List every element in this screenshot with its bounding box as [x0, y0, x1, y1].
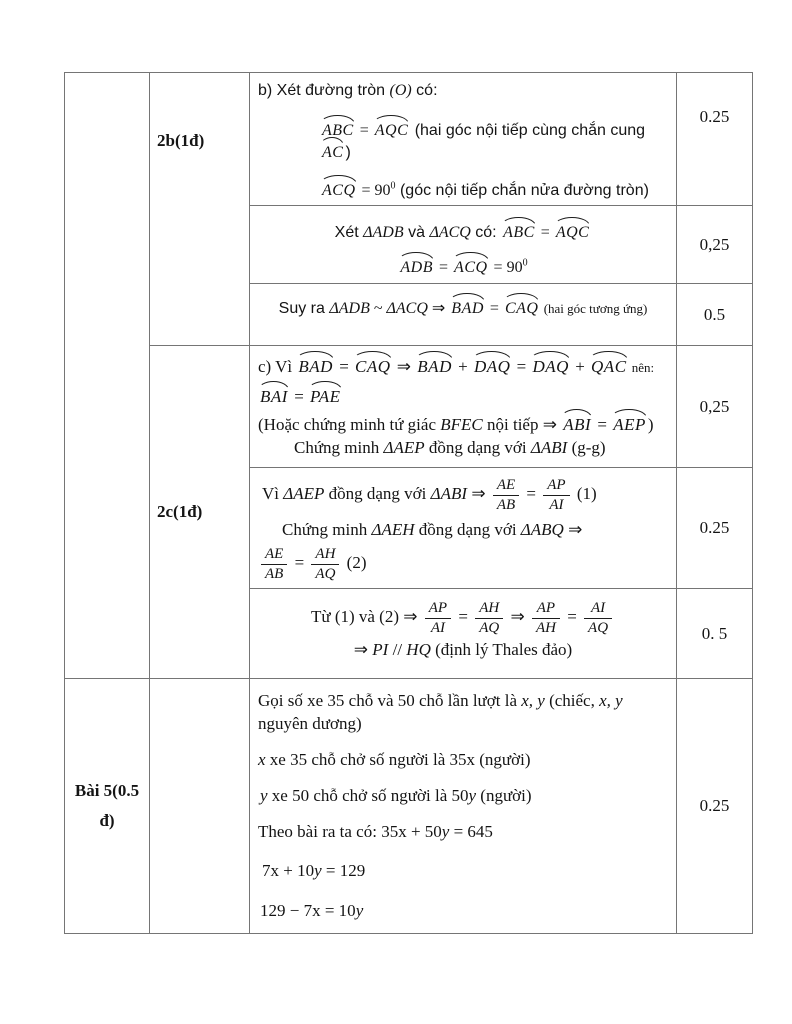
text-run: =	[355, 121, 373, 139]
angle-arc-symbol: QAC	[589, 355, 629, 379]
angle-arc-symbol: BAI	[258, 385, 290, 409]
score-cell: 0. 5	[677, 589, 753, 679]
angle-arc-symbol: BAD	[449, 297, 486, 320]
text-run: ΔADB	[329, 300, 370, 318]
text-run: =	[536, 224, 554, 242]
text-run: =	[454, 607, 473, 627]
problem-column-empty-cell	[65, 73, 150, 679]
text-run: =	[562, 607, 582, 627]
fraction: $\frac{AP}{AH}$	[532, 599, 560, 638]
text-run: 7x + 10	[262, 861, 315, 880]
angle-arc-symbol: BAD	[296, 355, 335, 379]
text-run: Xét	[334, 224, 364, 242]
text-run: ΔABQ	[520, 519, 564, 539]
angle-arc-symbol: PAE	[308, 385, 342, 409]
superscript: 0	[522, 257, 528, 269]
text-run: +	[570, 357, 590, 377]
angle-arc-symbol: ABI	[561, 413, 593, 437]
text-line	[258, 821, 668, 844]
text-run: )	[647, 415, 654, 435]
text-line	[260, 785, 668, 808]
text-line	[258, 385, 668, 409]
angle-arc-symbol: CAQ	[353, 355, 393, 379]
text-line	[260, 900, 668, 923]
text-run: (người)	[476, 786, 532, 806]
angle-arc-symbol: DAQ	[472, 355, 512, 379]
fraction: $\frac{AP}{AI}$	[425, 599, 451, 638]
text-line	[262, 860, 668, 883]
text-run: x, y	[521, 691, 545, 711]
text-run: ⇒	[392, 357, 416, 377]
fraction: $\frac{AH}{AQ}$	[311, 545, 339, 584]
text-run: HQ	[406, 639, 431, 659]
text-run: Từ (1) và (2)	[310, 607, 404, 627]
solution-cell	[250, 206, 677, 284]
text-run: = 90	[489, 258, 523, 276]
text-run: Chứng minh	[294, 438, 384, 458]
text-run: ⇒	[563, 519, 583, 539]
score-cell: 0.25	[677, 679, 753, 934]
text-run: (định lý Thales đảo)	[430, 639, 573, 659]
solution-cell	[250, 679, 677, 934]
text-run: = 129	[321, 861, 366, 880]
text-line	[258, 413, 668, 437]
text-run: xe 35 chỗ chở số người là 35x (người)	[265, 750, 531, 770]
text-run: ΔACQ	[429, 224, 471, 242]
angle-arc-symbol: ACQ	[320, 179, 358, 202]
text-line	[258, 221, 668, 244]
text-line	[258, 639, 668, 662]
text-line	[258, 690, 668, 736]
text-run: xe 50 chỗ chở số người là	[267, 786, 452, 806]
text-run: (chiếc,	[544, 691, 600, 711]
text-run: có:	[411, 82, 438, 99]
text-line	[262, 475, 668, 516]
score-cell: 0.5	[677, 284, 753, 346]
text-run: (2)	[342, 552, 367, 572]
text-run: (góc nội tiếp chắn nửa đường tròn)	[395, 181, 649, 199]
row-label-bai5: Bài 5(0.5 đ)	[65, 679, 150, 934]
text-run: x	[258, 750, 266, 770]
text-run: PI	[372, 639, 389, 659]
text-run: ⇒	[542, 415, 562, 435]
text-run: b) Xét đường tròn	[258, 82, 390, 99]
text-run: ΔACQ	[386, 300, 428, 318]
angle-arc-symbol: CAQ	[503, 297, 541, 320]
row-label-2c: 2c(1đ)	[150, 346, 250, 679]
text-run: y	[314, 861, 322, 880]
text-run: )	[345, 144, 351, 162]
score-cell: 0,25	[677, 206, 753, 284]
score-cell: 0,25	[677, 346, 753, 468]
text-run: 35x + 50	[381, 822, 442, 842]
solution-cell	[250, 73, 677, 206]
text-run: =	[485, 300, 503, 318]
fraction: $\frac{AP}{AI}$	[543, 476, 569, 515]
text-run: x, y	[599, 691, 623, 711]
angle-arc-symbol: AQC	[373, 119, 411, 142]
text-run: ΔABI	[530, 438, 568, 458]
text-line	[258, 355, 668, 379]
text-run: nên:	[628, 360, 655, 376]
score-cell: 0.25	[677, 468, 753, 589]
text-line	[258, 256, 668, 279]
score-cell: 0.25	[677, 73, 753, 206]
text-run: y	[355, 900, 364, 920]
text-run: =	[290, 552, 309, 572]
fraction: $\frac{AH}{AQ}$	[475, 599, 503, 638]
text-run: = 645	[449, 822, 493, 842]
angle-arc-symbol: ADB	[398, 256, 435, 279]
row-label-2b: 2b(1đ)	[150, 73, 250, 346]
text-run: y	[468, 786, 477, 806]
angle-arc-symbol: AEP	[611, 413, 648, 437]
table-row	[65, 346, 753, 468]
text-run: (g-g)	[567, 438, 606, 458]
text-line	[320, 179, 668, 202]
text-run: =	[289, 387, 309, 407]
text-run: đồng dạng với	[414, 519, 521, 539]
text-run: ⇒	[427, 300, 450, 318]
text-run: (1)	[572, 484, 597, 504]
sub-label-empty-cell	[150, 679, 250, 934]
text-line	[320, 119, 668, 164]
text-run: (O)	[389, 82, 412, 99]
text-run: Gọi số xe 35 chỗ và 50 chỗ lần lượt là	[258, 691, 522, 711]
angle-arc-symbol: AQC	[554, 221, 592, 244]
angle-arc-symbol: ABC	[501, 221, 537, 244]
text-run: đồng dạng với	[424, 438, 531, 458]
text-run: = 90	[357, 181, 391, 199]
text-run: ΔAEP	[283, 484, 325, 504]
angle-arc-symbol: ABC	[320, 119, 356, 142]
text-run: BFEC	[440, 415, 483, 435]
text-run: Suy ra	[278, 300, 330, 318]
solution-cell	[250, 589, 677, 679]
text-run: đồng dạng với	[324, 484, 431, 504]
text-run: ~	[369, 300, 387, 318]
fraction: $\frac{AE}{AB}$	[261, 545, 287, 584]
superscript: 0	[390, 180, 396, 192]
text-run: ⇒	[506, 607, 529, 627]
angle-arc-symbol: ACQ	[452, 256, 490, 279]
text-run: Chứng minh	[282, 519, 372, 539]
text-line	[282, 519, 668, 542]
text-run: có:	[470, 224, 502, 242]
text-run: (Hoặc chứng minh tứ giác	[258, 415, 441, 435]
text-run: =	[512, 357, 531, 377]
text-run: (hai góc nội tiếp cùng chắn cung	[410, 121, 646, 139]
text-run: ⇒	[467, 484, 490, 504]
text-line	[258, 297, 668, 320]
text-run: +	[453, 357, 472, 377]
text-run: ΔAEH	[371, 519, 415, 539]
text-run: (hai góc tương ứng)	[540, 301, 648, 317]
text-run: =	[435, 258, 453, 276]
text-run: =	[522, 484, 541, 504]
text-line	[294, 437, 668, 460]
text-run: Vì	[262, 484, 284, 504]
fraction: $\frac{AE}{AB}$	[493, 476, 519, 515]
text-line	[258, 598, 668, 639]
solution-cell	[250, 284, 677, 346]
text-run: ΔABI	[430, 484, 468, 504]
text-run: //	[388, 639, 407, 659]
text-run: y	[260, 786, 268, 806]
text-run: =	[593, 415, 612, 435]
text-run: Theo bài ra ta có:	[258, 822, 382, 842]
text-run: 50	[451, 786, 469, 806]
angle-arc-symbol: AC	[320, 141, 345, 164]
text-line	[258, 749, 668, 772]
text-run: c) Vì	[258, 357, 297, 377]
text-run: nguyên dương)	[258, 714, 362, 734]
text-run: ⇒	[353, 639, 373, 659]
text-run: =	[334, 357, 354, 377]
solution-cell	[250, 468, 677, 589]
text-line	[258, 80, 668, 102]
text-run: và	[403, 224, 430, 242]
angle-arc-symbol: BAD	[415, 355, 454, 379]
fraction: $\frac{AI}{AQ}$	[584, 599, 612, 638]
text-run: ΔADB	[363, 224, 404, 242]
text-run: ⇒	[403, 607, 422, 627]
angle-arc-symbol: DAQ	[530, 355, 570, 379]
table-row	[65, 679, 753, 934]
answer-key-table	[64, 72, 753, 934]
text-run: y	[441, 822, 450, 842]
text-run: 129 − 7x = 10	[260, 900, 356, 920]
text-run: nội tiếp	[482, 415, 543, 435]
text-line	[258, 544, 668, 585]
solution-cell	[250, 346, 677, 468]
text-run: ΔAEP	[383, 438, 425, 458]
table-row	[65, 73, 753, 206]
